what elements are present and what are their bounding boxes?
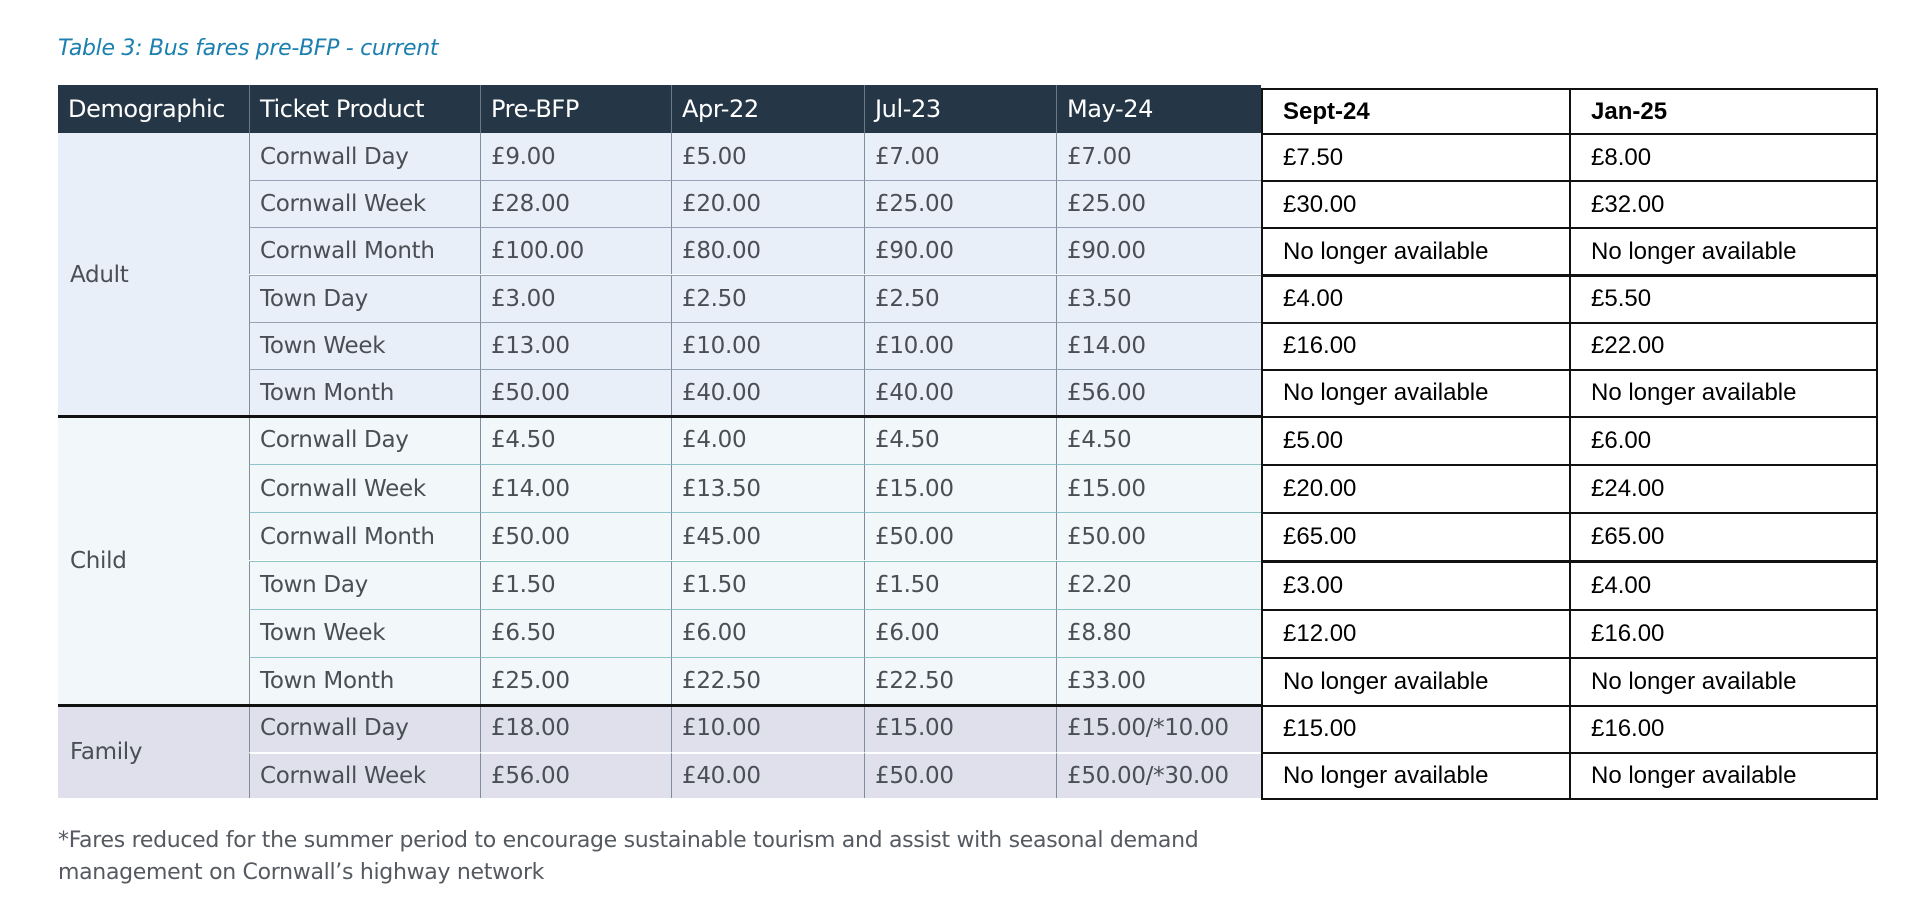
fare-cell: £6.50 [480, 609, 671, 657]
fare-cell-new: £8.00 [1569, 133, 1878, 182]
fare-cell: £9.00 [480, 133, 671, 180]
fare-cell: £45.00 [671, 512, 864, 560]
ticket-product-cell: Cornwall Day [249, 416, 480, 464]
fare-cell-new: No longer available [1569, 752, 1878, 801]
demographic-cell-adult: Adult [58, 133, 249, 416]
group-divider-0 [58, 415, 1261, 418]
column-header-3: Apr-22 [671, 85, 864, 133]
fare-cell-new: £15.00 [1261, 705, 1571, 754]
fare-cell-new: £12.00 [1261, 609, 1571, 659]
fare-cell: £18.00 [480, 705, 671, 752]
fare-cell: £25.00 [1056, 180, 1261, 227]
column-header-2: Pre-BFP [480, 85, 671, 133]
fare-cell-new: No longer available [1569, 369, 1878, 418]
footnote-line-2: management on Cornwall’s highway network [58, 860, 545, 885]
fare-cell-new: No longer available [1261, 369, 1571, 418]
fare-cell-new: £7.50 [1261, 133, 1571, 182]
ticket-product-cell: Town Month [249, 657, 480, 705]
fare-cell: £7.00 [1056, 133, 1261, 180]
fare-cell: £4.50 [1056, 416, 1261, 464]
fare-cell: £15.00 [1056, 464, 1261, 512]
ticket-product-cell: Cornwall Month [249, 227, 480, 274]
fare-cell: £28.00 [480, 180, 671, 227]
fare-cell: £3.00 [480, 275, 671, 322]
ticket-product-cell: Town Week [249, 609, 480, 657]
fare-cell: £1.50 [480, 561, 671, 609]
fare-cell: £80.00 [671, 227, 864, 274]
fare-cell-new: £22.00 [1569, 322, 1878, 371]
fare-cell-new: £16.00 [1261, 322, 1571, 371]
fare-cell: £7.00 [864, 133, 1056, 180]
demographic-cell-family: Family [58, 705, 249, 798]
fare-cell: £50.00 [480, 512, 671, 560]
ticket-product-cell: Town Day [249, 275, 480, 322]
fare-cell: £2.50 [864, 275, 1056, 322]
column-header-7: Jan-25 [1569, 88, 1878, 136]
fare-cell: £90.00 [1056, 227, 1261, 274]
fare-cell: £2.50 [671, 275, 864, 322]
fare-cell-new: £5.00 [1261, 416, 1571, 466]
fare-cell-new: No longer available [1261, 227, 1571, 276]
fare-cell-new: £16.00 [1569, 705, 1878, 754]
fare-cell-new: £30.00 [1261, 180, 1571, 229]
fare-cell-new: £16.00 [1569, 609, 1878, 659]
fare-cell: £2.20 [1056, 561, 1261, 609]
fare-cell-new: £4.00 [1569, 561, 1878, 611]
column-header-4: Jul-23 [864, 85, 1056, 133]
fare-cell: £4.00 [671, 416, 864, 464]
fare-cell: £90.00 [864, 227, 1056, 274]
fare-cell-new: £20.00 [1261, 464, 1571, 514]
fare-cell: £20.00 [671, 180, 864, 227]
ticket-product-cell: Cornwall Day [249, 705, 480, 752]
fare-cell: £4.50 [480, 416, 671, 464]
fare-cell-new: £32.00 [1569, 180, 1878, 229]
table-caption: Table 3: Bus fares pre-BFP - current [58, 36, 439, 61]
fare-cell-new: £4.00 [1261, 275, 1571, 324]
column-header-6: Sept-24 [1261, 88, 1571, 136]
fare-cell: £14.00 [480, 464, 671, 512]
column-header-5: May-24 [1056, 85, 1261, 133]
fare-cell: £25.00 [864, 180, 1056, 227]
fare-cell: £8.80 [1056, 609, 1261, 657]
fare-cell: £22.50 [864, 657, 1056, 705]
fare-cell: £4.50 [864, 416, 1056, 464]
ticket-product-cell: Cornwall Week [249, 180, 480, 227]
fare-cell: £13.50 [671, 464, 864, 512]
ticket-product-cell: Cornwall Month [249, 512, 480, 560]
column-header-1: Ticket Product [249, 85, 480, 133]
fare-cell-new: £5.50 [1569, 275, 1878, 324]
ticket-product-cell: Cornwall Week [249, 752, 480, 799]
group-divider-1 [58, 704, 1261, 707]
fare-cell: £33.00 [1056, 657, 1261, 705]
column-header-0: Demographic [58, 85, 249, 133]
fare-cell: £15.00/*10.00 [1056, 705, 1261, 752]
fare-cell: £50.00 [864, 752, 1056, 799]
fare-cell: £40.00 [671, 752, 864, 799]
fare-cell: £50.00 [1056, 512, 1261, 560]
fare-cell: £50.00/*30.00 [1056, 752, 1261, 799]
fare-cell-new: No longer available [1261, 657, 1571, 707]
fare-cell: £50.00 [480, 369, 671, 416]
fare-cell: £56.00 [480, 752, 671, 799]
fare-cell: £14.00 [1056, 322, 1261, 369]
fare-cell: £15.00 [864, 464, 1056, 512]
fare-cell-new: £3.00 [1261, 561, 1571, 611]
fare-cell: £1.50 [864, 561, 1056, 609]
ticket-product-cell: Town Day [249, 561, 480, 609]
ticket-product-cell: Town Week [249, 322, 480, 369]
fare-cell-new: No longer available [1569, 657, 1878, 707]
fare-cell: £1.50 [671, 561, 864, 609]
fare-cell: £40.00 [864, 369, 1056, 416]
fare-cell: £56.00 [1056, 369, 1261, 416]
fare-cell-new: £65.00 [1261, 512, 1571, 562]
fare-cell-new: £65.00 [1569, 512, 1878, 562]
ticket-product-cell: Cornwall Day [249, 133, 480, 180]
ticket-product-cell: Cornwall Week [249, 464, 480, 512]
fare-cell: £5.00 [671, 133, 864, 180]
fare-cell-new: No longer available [1569, 227, 1878, 276]
ticket-product-cell: Town Month [249, 369, 480, 416]
fare-cell: £6.00 [671, 609, 864, 657]
fare-cell: £25.00 [480, 657, 671, 705]
fare-cell: £10.00 [864, 322, 1056, 369]
fare-cell: £10.00 [671, 322, 864, 369]
footnote-line-1: *Fares reduced for the summer period to encourage sustainable tourism and assist with seasonal demand [58, 828, 1199, 853]
fare-cell: £3.50 [1056, 275, 1261, 322]
fare-cell-new: £24.00 [1569, 464, 1878, 514]
fare-cell: £15.00 [864, 705, 1056, 752]
fare-cell: £6.00 [864, 609, 1056, 657]
fare-cell: £100.00 [480, 227, 671, 274]
fare-cell: £10.00 [671, 705, 864, 752]
fare-cell: £22.50 [671, 657, 864, 705]
fare-cell: £40.00 [671, 369, 864, 416]
fare-cell: £13.00 [480, 322, 671, 369]
demographic-cell-child: Child [58, 416, 249, 705]
fare-cell-new: £6.00 [1569, 416, 1878, 466]
fare-cell-new: No longer available [1261, 752, 1571, 801]
fare-cell: £50.00 [864, 512, 1056, 560]
